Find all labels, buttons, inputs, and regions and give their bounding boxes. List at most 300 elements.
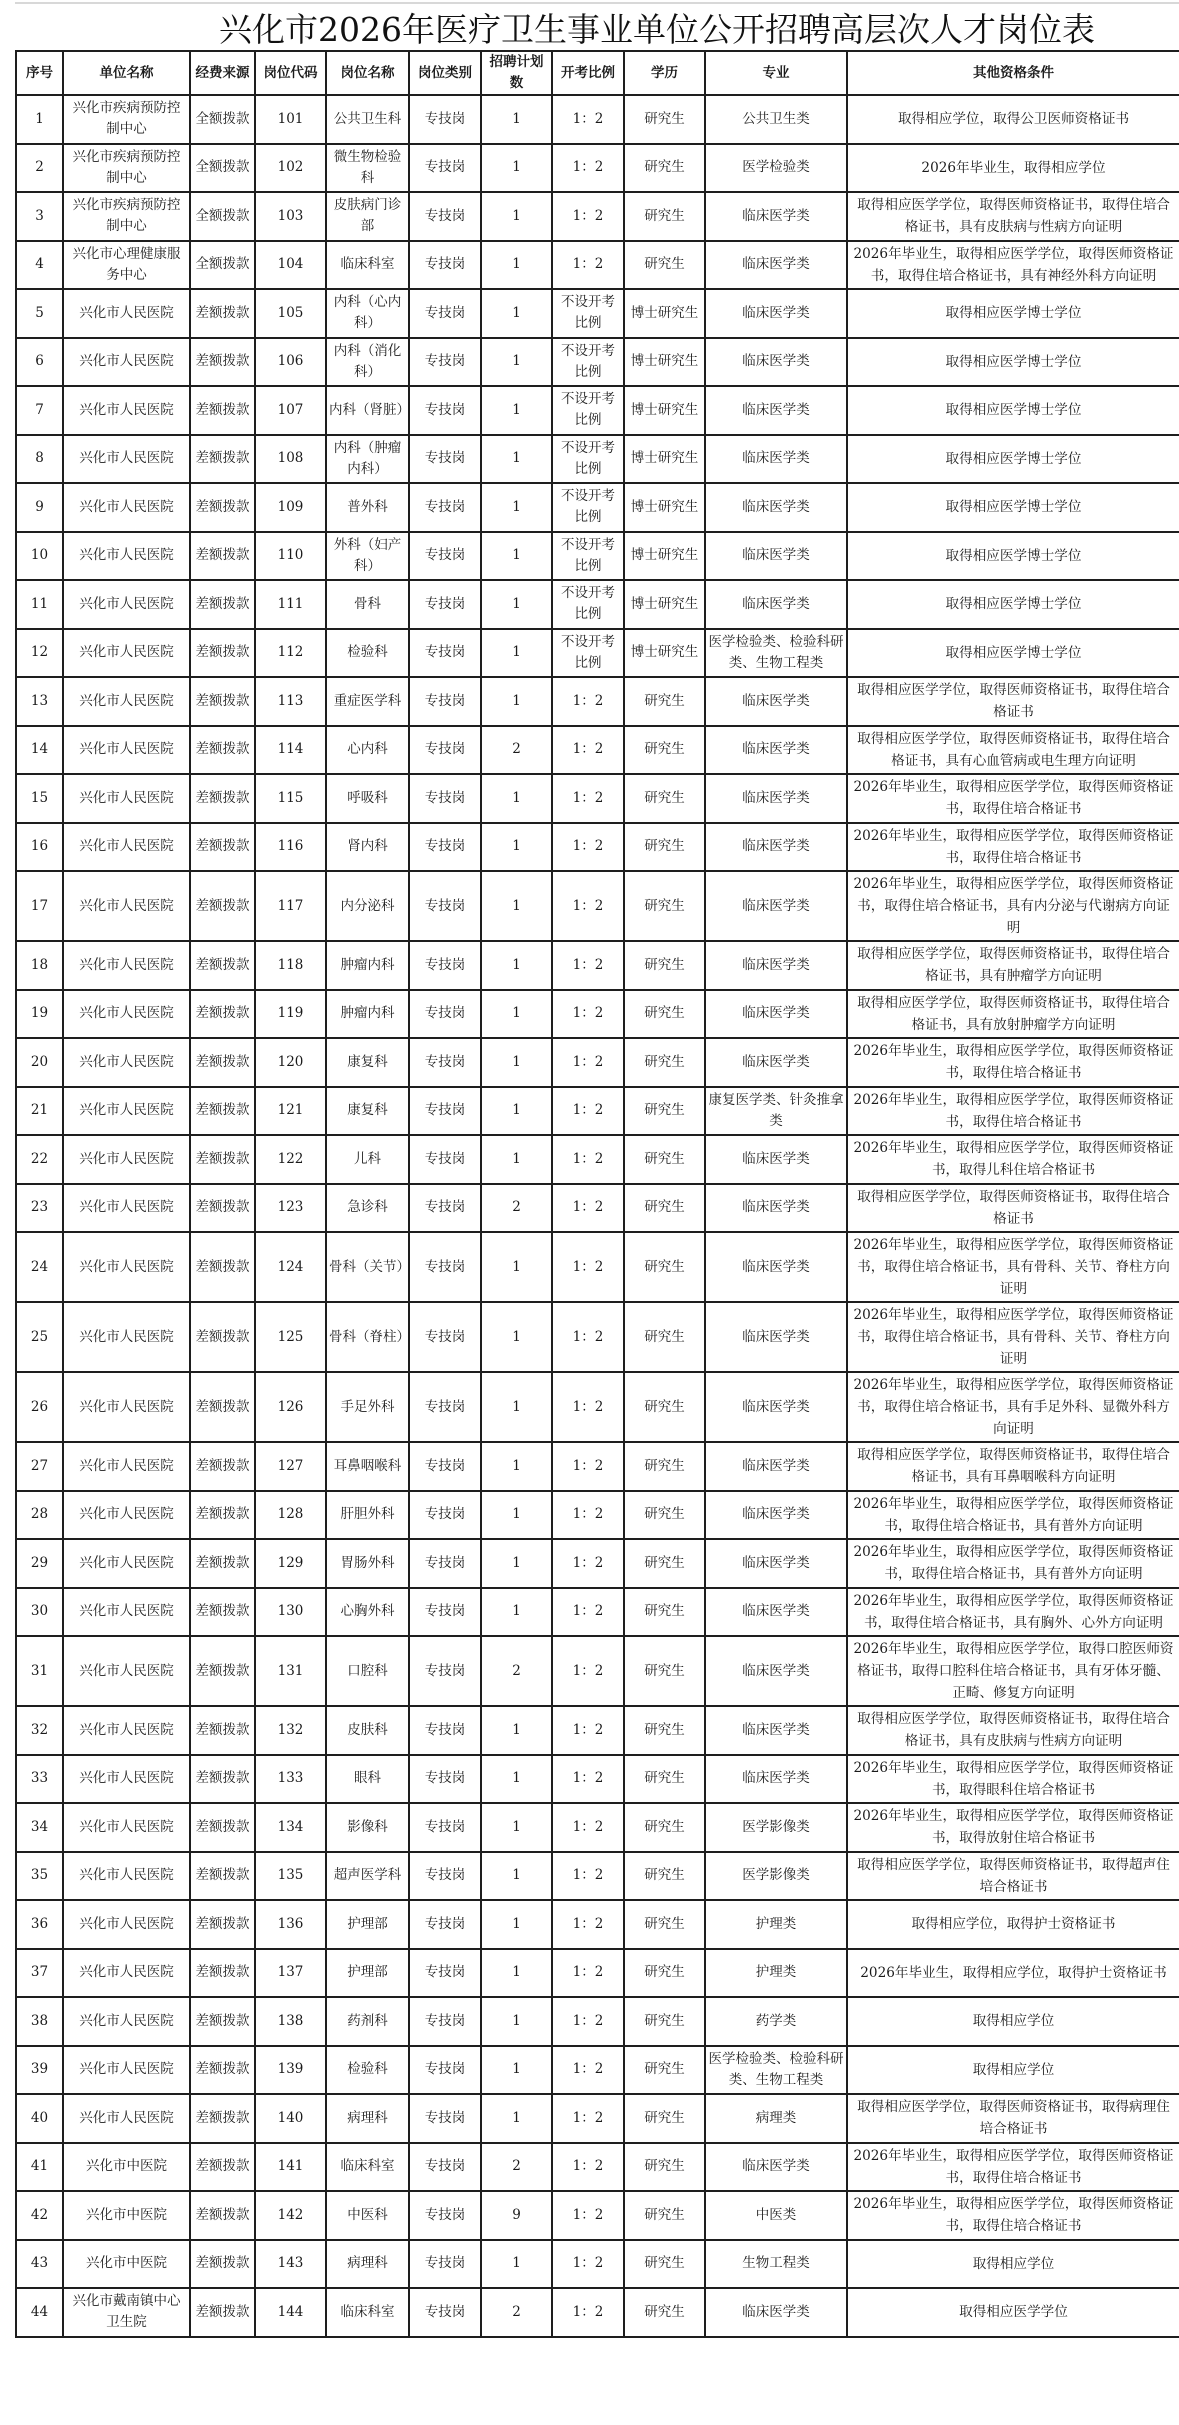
table-row [16,1372,1179,1442]
cell-hire-count: 1 [481,2046,552,2095]
cell-education: 博士研究生 [624,629,705,678]
cell-post-type: 专技岗 [409,386,481,435]
cell-post-name: 重症医学科 [326,677,409,726]
cell-post-name: 病理科 [326,2240,409,2289]
cell-other-requirements: 取得相应医学学位，取得医师资格证书，取得住培合格证书，具有皮肤病与性病方向证明 [847,1706,1179,1755]
cell-other-requirements: 取得相应学位 [847,2240,1179,2289]
cell-hire-count: 1 [481,1588,552,1637]
cell-other-requirements: 2026年毕业生，取得相应医学学位，取得医师资格证书，取得住培合格证书，具有内分泌与代谢病方向证明 [847,871,1179,941]
cell-exam-ratio: 不设开考比例 [552,386,624,435]
cell-major: 临床医学类 [705,1135,847,1184]
cell-unit-name: 兴化市人民医院 [63,774,190,823]
table-row [16,1135,1179,1184]
cell-major: 临床医学类 [705,435,847,484]
cell-post-type: 专技岗 [409,2240,481,2289]
cell-hire-count: 1 [481,1442,552,1491]
cell-post-type: 专技岗 [409,192,481,241]
cell-post-type: 专技岗 [409,2288,481,2337]
cell-major: 临床医学类 [705,871,847,941]
cell-seq: 11 [16,580,63,629]
cell-education: 研究生 [624,1852,705,1901]
cell-hire-count: 1 [481,483,552,532]
cell-hire-count: 1 [481,95,552,144]
cell-post-type: 专技岗 [409,1087,481,1136]
table-row [16,1852,1179,1901]
cell-hire-count: 1 [481,144,552,193]
cell-hire-count: 1 [481,871,552,941]
cell-funding-source: 差额拨款 [190,726,255,775]
cell-education: 博士研究生 [624,532,705,581]
cell-other-requirements: 2026年毕业生，取得相应医学学位，取得医师资格证书，取得放射住培合格证书 [847,1803,1179,1852]
cell-post-name: 骨科 [326,580,409,629]
cell-post-name: 超声医学科 [326,1852,409,1901]
cell-seq: 20 [16,1038,63,1087]
cell-major: 临床医学类 [705,990,847,1039]
cell-education: 研究生 [624,192,705,241]
cell-unit-name: 兴化市人民医院 [63,1539,190,1588]
cell-post-name: 影像科 [326,1803,409,1852]
cell-other-requirements: 取得相应医学博士学位 [847,483,1179,532]
cell-exam-ratio: 1：2 [552,823,624,872]
cell-education: 研究生 [624,1372,705,1442]
cell-exam-ratio: 1：2 [552,2191,624,2240]
cell-unit-name: 兴化市人民医院 [63,629,190,678]
table-row [16,629,1179,678]
cell-post-name: 手足外科 [326,1372,409,1442]
cell-major: 病理类 [705,2094,847,2143]
cell-seq: 24 [16,1232,63,1302]
cell-funding-source: 全额拨款 [190,241,255,290]
cell-education: 博士研究生 [624,338,705,387]
cell-hire-count: 2 [481,2288,552,2337]
cell-exam-ratio: 1：2 [552,774,624,823]
cell-post-code: 139 [255,2046,326,2095]
cell-education: 博士研究生 [624,289,705,338]
cell-unit-name: 兴化市人民医院 [63,823,190,872]
cell-unit-name: 兴化市人民医院 [63,1900,190,1949]
cell-hire-count: 1 [481,192,552,241]
cell-post-type: 专技岗 [409,1038,481,1087]
cell-exam-ratio: 不设开考比例 [552,532,624,581]
cell-exam-ratio: 1：2 [552,1442,624,1491]
cell-post-type: 专技岗 [409,1491,481,1540]
table-row [16,2143,1179,2192]
cell-education: 研究生 [624,1232,705,1302]
cell-major: 临床医学类 [705,192,847,241]
cell-exam-ratio: 不设开考比例 [552,483,624,532]
cell-post-name: 中医科 [326,2191,409,2240]
cell-post-code: 102 [255,144,326,193]
table-row [16,338,1179,387]
cell-other-requirements: 取得相应医学博士学位 [847,386,1179,435]
cell-unit-name: 兴化市中医院 [63,2240,190,2289]
cell-exam-ratio: 不设开考比例 [552,629,624,678]
cell-post-name: 眼科 [326,1755,409,1804]
cell-exam-ratio: 1：2 [552,1636,624,1706]
cell-post-name: 骨科（脊柱） [326,1302,409,1372]
cell-post-name: 检验科 [326,629,409,678]
cell-funding-source: 差额拨款 [190,1184,255,1233]
table-row [16,1087,1179,1136]
cell-unit-name: 兴化市人民医院 [63,1803,190,1852]
cell-hire-count: 1 [481,532,552,581]
cell-funding-source: 全额拨款 [190,95,255,144]
cell-exam-ratio: 1：2 [552,241,624,290]
cell-unit-name: 兴化市人民医院 [63,580,190,629]
table-row [16,483,1179,532]
cell-funding-source: 差额拨款 [190,1372,255,1442]
cell-other-requirements: 2026年毕业生，取得相应医学学位，取得医师资格证书，取得住培合格证书 [847,1087,1179,1136]
cell-education: 研究生 [624,1900,705,1949]
cell-exam-ratio: 1：2 [552,1706,624,1755]
cell-post-code: 116 [255,823,326,872]
table-row [16,2094,1179,2143]
cell-funding-source: 差额拨款 [190,338,255,387]
cell-unit-name: 兴化市人民医院 [63,871,190,941]
cell-exam-ratio: 1：2 [552,1852,624,1901]
cell-exam-ratio: 1：2 [552,144,624,193]
cell-post-code: 110 [255,532,326,581]
cell-major: 临床医学类 [705,1636,847,1706]
cell-hire-count: 1 [481,2094,552,2143]
cell-post-type: 专技岗 [409,2046,481,2095]
cell-unit-name: 兴化市人民医院 [63,2046,190,2095]
cell-unit-name: 兴化市人民医院 [63,338,190,387]
cell-seq: 8 [16,435,63,484]
cell-major: 康复医学类、针灸推拿类 [705,1087,847,1136]
cell-hire-count: 2 [481,726,552,775]
cell-funding-source: 差额拨款 [190,1755,255,1804]
cell-major: 临床医学类 [705,1442,847,1491]
cell-unit-name: 兴化市人民医院 [63,289,190,338]
cell-post-name: 口腔科 [326,1636,409,1706]
cell-other-requirements: 取得相应医学博士学位 [847,532,1179,581]
cell-seq: 2 [16,144,63,193]
cell-seq: 33 [16,1755,63,1804]
cell-post-type: 专技岗 [409,823,481,872]
cell-post-code: 109 [255,483,326,532]
cell-seq: 19 [16,990,63,1039]
cell-major: 临床医学类 [705,241,847,290]
cell-major: 医学影像类 [705,1852,847,1901]
cell-seq: 26 [16,1372,63,1442]
cell-major: 公共卫生类 [705,95,847,144]
cell-unit-name: 兴化市中医院 [63,2143,190,2192]
cell-post-name: 皮肤病门诊部 [326,192,409,241]
cell-hire-count: 1 [481,629,552,678]
cell-post-type: 专技岗 [409,483,481,532]
cell-post-code: 137 [255,1949,326,1998]
cell-other-requirements: 取得相应学位 [847,1997,1179,2046]
cell-hire-count: 1 [481,1135,552,1184]
header-education: 学历 [624,51,705,95]
cell-other-requirements: 2026年毕业生，取得相应学位 [847,144,1179,193]
table-row [16,144,1179,193]
cell-exam-ratio: 1：2 [552,941,624,990]
table-row [16,2191,1179,2240]
cell-post-type: 专技岗 [409,1372,481,1442]
cell-education: 研究生 [624,1636,705,1706]
cell-post-code: 114 [255,726,326,775]
cell-exam-ratio: 1：2 [552,1232,624,1302]
cell-hire-count: 1 [481,941,552,990]
cell-major: 临床医学类 [705,1372,847,1442]
cell-major: 临床医学类 [705,774,847,823]
cell-post-name: 皮肤科 [326,1706,409,1755]
cell-education: 研究生 [624,1038,705,1087]
table-row [16,1232,1179,1302]
cell-post-code: 105 [255,289,326,338]
cell-funding-source: 差额拨款 [190,1852,255,1901]
cell-post-type: 专技岗 [409,941,481,990]
cell-post-code: 126 [255,1372,326,1442]
cell-other-requirements: 取得相应医学学位，取得医师资格证书，取得住培合格证书 [847,677,1179,726]
cell-other-requirements: 取得相应医学学位 [847,2288,1179,2337]
cell-exam-ratio: 1：2 [552,192,624,241]
table-row [16,192,1179,241]
cell-other-requirements: 取得相应医学学位，取得医师资格证书，取得住培合格证书，具有皮肤病与性病方向证明 [847,192,1179,241]
cell-seq: 10 [16,532,63,581]
cell-major: 医学检验类 [705,144,847,193]
cell-major: 临床医学类 [705,1755,847,1804]
cell-post-code: 101 [255,95,326,144]
cell-post-code: 119 [255,990,326,1039]
cell-funding-source: 差额拨款 [190,2143,255,2192]
cell-other-requirements: 取得相应医学博士学位 [847,338,1179,387]
title-bar [15,2,1179,50]
cell-hire-count: 1 [481,289,552,338]
cell-education: 研究生 [624,1803,705,1852]
cell-post-code: 122 [255,1135,326,1184]
cell-other-requirements: 2026年毕业生，取得相应医学学位，取得医师资格证书，取得住培合格证书 [847,2143,1179,2192]
cell-education: 研究生 [624,2191,705,2240]
cell-post-type: 专技岗 [409,1997,481,2046]
cell-seq: 27 [16,1442,63,1491]
table-row [16,95,1179,144]
cell-post-code: 132 [255,1706,326,1755]
cell-post-name: 公共卫生科 [326,95,409,144]
cell-funding-source: 差额拨款 [190,386,255,435]
cell-education: 研究生 [624,2046,705,2095]
cell-major: 临床医学类 [705,1706,847,1755]
cell-seq: 36 [16,1900,63,1949]
cell-major: 医学影像类 [705,1803,847,1852]
cell-post-name: 心胸外科 [326,1588,409,1637]
cell-exam-ratio: 1：2 [552,2046,624,2095]
cell-major: 临床医学类 [705,483,847,532]
cell-education: 研究生 [624,144,705,193]
cell-post-code: 106 [255,338,326,387]
table-row [16,726,1179,775]
cell-exam-ratio: 1：2 [552,2288,624,2337]
cell-hire-count: 1 [481,1997,552,2046]
cell-education: 研究生 [624,1997,705,2046]
cell-post-name: 内科（心内科） [326,289,409,338]
table-row [16,241,1179,290]
cell-major: 医学检验类、检验科研类、生物工程类 [705,2046,847,2095]
cell-funding-source: 差额拨款 [190,580,255,629]
cell-other-requirements: 取得相应医学学位，取得医师资格证书，取得病理住培合格证书 [847,2094,1179,2143]
cell-hire-count: 1 [481,1038,552,1087]
cell-post-name: 心内科 [326,726,409,775]
cell-major: 临床医学类 [705,1539,847,1588]
cell-hire-count: 2 [481,1184,552,1233]
cell-post-type: 专技岗 [409,1803,481,1852]
cell-other-requirements: 取得相应医学学位，取得医师资格证书，取得超声住培合格证书 [847,1852,1179,1901]
cell-post-type: 专技岗 [409,2143,481,2192]
cell-seq: 34 [16,1803,63,1852]
cell-hire-count: 1 [481,1755,552,1804]
cell-education: 研究生 [624,241,705,290]
cell-exam-ratio: 1：2 [552,871,624,941]
cell-funding-source: 全额拨款 [190,192,255,241]
cell-funding-source: 差额拨款 [190,1302,255,1372]
cell-unit-name: 兴化市疾病预防控制中心 [63,95,190,144]
header-major: 专业 [705,51,847,95]
cell-post-type: 专技岗 [409,144,481,193]
cell-unit-name: 兴化市人民医院 [63,941,190,990]
cell-post-type: 专技岗 [409,95,481,144]
cell-other-requirements: 取得相应医学学位，取得医师资格证书，取得住培合格证书，具有肿瘤学方向证明 [847,941,1179,990]
cell-other-requirements: 取得相应学位，取得护士资格证书 [847,1900,1179,1949]
table-row [16,1636,1179,1706]
cell-post-name: 肿瘤内科 [326,941,409,990]
cell-post-type: 专技岗 [409,1706,481,1755]
cell-other-requirements: 2026年毕业生，取得相应医学学位，取得口腔医师资格证书，取得口腔科住培合格证书，具有牙体牙髓、正畸、修复方向证明 [847,1636,1179,1706]
cell-post-type: 专技岗 [409,677,481,726]
cell-hire-count: 1 [481,1539,552,1588]
cell-post-code: 107 [255,386,326,435]
cell-post-name: 病理科 [326,2094,409,2143]
cell-major: 护理类 [705,1900,847,1949]
table-row [16,1900,1179,1949]
cell-other-requirements: 取得相应医学博士学位 [847,580,1179,629]
cell-post-type: 专技岗 [409,1302,481,1372]
cell-major: 临床医学类 [705,1302,847,1372]
cell-post-code: 120 [255,1038,326,1087]
cell-funding-source: 差额拨款 [190,1087,255,1136]
cell-seq: 38 [16,1997,63,2046]
cell-major: 临床医学类 [705,532,847,581]
cell-hire-count: 1 [481,1087,552,1136]
cell-post-name: 耳鼻咽喉科 [326,1442,409,1491]
cell-post-name: 骨科（关节） [326,1232,409,1302]
cell-other-requirements: 2026年毕业生，取得相应医学学位，取得医师资格证书，取得住培合格证书，具有胸外、心外方向证明 [847,1588,1179,1637]
cell-hire-count: 1 [481,1491,552,1540]
cell-funding-source: 差额拨款 [190,1232,255,1302]
cell-hire-count: 1 [481,1706,552,1755]
cell-post-type: 专技岗 [409,1900,481,1949]
cell-major: 临床医学类 [705,726,847,775]
cell-funding-source: 差额拨款 [190,629,255,678]
cell-hire-count: 1 [481,1302,552,1372]
cell-post-type: 专技岗 [409,1636,481,1706]
cell-major: 护理类 [705,1949,847,1998]
cell-unit-name: 兴化市人民医院 [63,1706,190,1755]
cell-post-type: 专技岗 [409,2191,481,2240]
cell-education: 研究生 [624,1539,705,1588]
cell-post-code: 144 [255,2288,326,2337]
cell-hire-count: 1 [481,1900,552,1949]
cell-post-type: 专技岗 [409,990,481,1039]
cell-post-code: 128 [255,1491,326,1540]
cell-funding-source: 全额拨款 [190,144,255,193]
table-row [16,2046,1179,2095]
cell-major: 药学类 [705,1997,847,2046]
cell-exam-ratio: 1：2 [552,1372,624,1442]
cell-seq: 6 [16,338,63,387]
cell-other-requirements: 2026年毕业生，取得相应医学学位，取得医师资格证书，取得住培合格证书 [847,1038,1179,1087]
cell-funding-source: 差额拨款 [190,532,255,581]
cell-education: 研究生 [624,726,705,775]
cell-seq: 1 [16,95,63,144]
cell-other-requirements: 取得相应医学学位，取得医师资格证书，取得住培合格证书，具有放射肿瘤学方向证明 [847,990,1179,1039]
cell-seq: 43 [16,2240,63,2289]
cell-seq: 32 [16,1706,63,1755]
table-row [16,990,1179,1039]
cell-other-requirements: 取得相应医学学位，取得医师资格证书，取得住培合格证书 [847,1184,1179,1233]
table-row [16,289,1179,338]
cell-hire-count: 1 [481,241,552,290]
cell-post-name: 微生物检验科 [326,144,409,193]
table-row [16,1755,1179,1804]
cell-seq: 17 [16,871,63,941]
cell-other-requirements: 2026年毕业生，取得相应医学学位，取得医师资格证书，取得儿科住培合格证书 [847,1135,1179,1184]
cell-major: 临床医学类 [705,1588,847,1637]
cell-funding-source: 差额拨款 [190,2046,255,2095]
cell-unit-name: 兴化市人民医院 [63,435,190,484]
cell-exam-ratio: 1：2 [552,1588,624,1637]
cell-exam-ratio: 1：2 [552,1949,624,1998]
cell-post-code: 130 [255,1588,326,1637]
cell-post-type: 专技岗 [409,1135,481,1184]
cell-exam-ratio: 不设开考比例 [552,338,624,387]
cell-exam-ratio: 1：2 [552,1302,624,1372]
cell-funding-source: 差额拨款 [190,2094,255,2143]
cell-major: 临床医学类 [705,386,847,435]
cell-post-type: 专技岗 [409,726,481,775]
cell-education: 研究生 [624,1588,705,1637]
cell-post-code: 131 [255,1636,326,1706]
cell-post-code: 138 [255,1997,326,2046]
table-row [16,1442,1179,1491]
cell-education: 研究生 [624,941,705,990]
cell-post-type: 专技岗 [409,1442,481,1491]
cell-other-requirements: 2026年毕业生，取得相应医学学位，取得医师资格证书，取得住培合格证书，具有手足外科、显微外科方向证明 [847,1372,1179,1442]
cell-education: 研究生 [624,2240,705,2289]
cell-exam-ratio: 1：2 [552,1184,624,1233]
cell-post-code: 115 [255,774,326,823]
cell-hire-count: 1 [481,774,552,823]
cell-education: 研究生 [624,823,705,872]
cell-unit-name: 兴化市人民医院 [63,1588,190,1637]
cell-post-name: 外科（妇产科） [326,532,409,581]
cell-education: 博士研究生 [624,386,705,435]
cell-funding-source: 差额拨款 [190,941,255,990]
cell-seq: 9 [16,483,63,532]
cell-other-requirements: 取得相应医学学位，取得医师资格证书，取得住培合格证书，具有耳鼻咽喉科方向证明 [847,1442,1179,1491]
cell-seq: 14 [16,726,63,775]
cell-funding-source: 差额拨款 [190,1442,255,1491]
cell-other-requirements: 取得相应医学博士学位 [847,629,1179,678]
cell-seq: 21 [16,1087,63,1136]
cell-exam-ratio: 1：2 [552,2240,624,2289]
cell-post-code: 104 [255,241,326,290]
cell-funding-source: 差额拨款 [190,1900,255,1949]
cell-post-name: 药剂科 [326,1997,409,2046]
cell-exam-ratio: 1：2 [552,726,624,775]
cell-other-requirements: 取得相应学位，取得公卫医师资格证书 [847,95,1179,144]
